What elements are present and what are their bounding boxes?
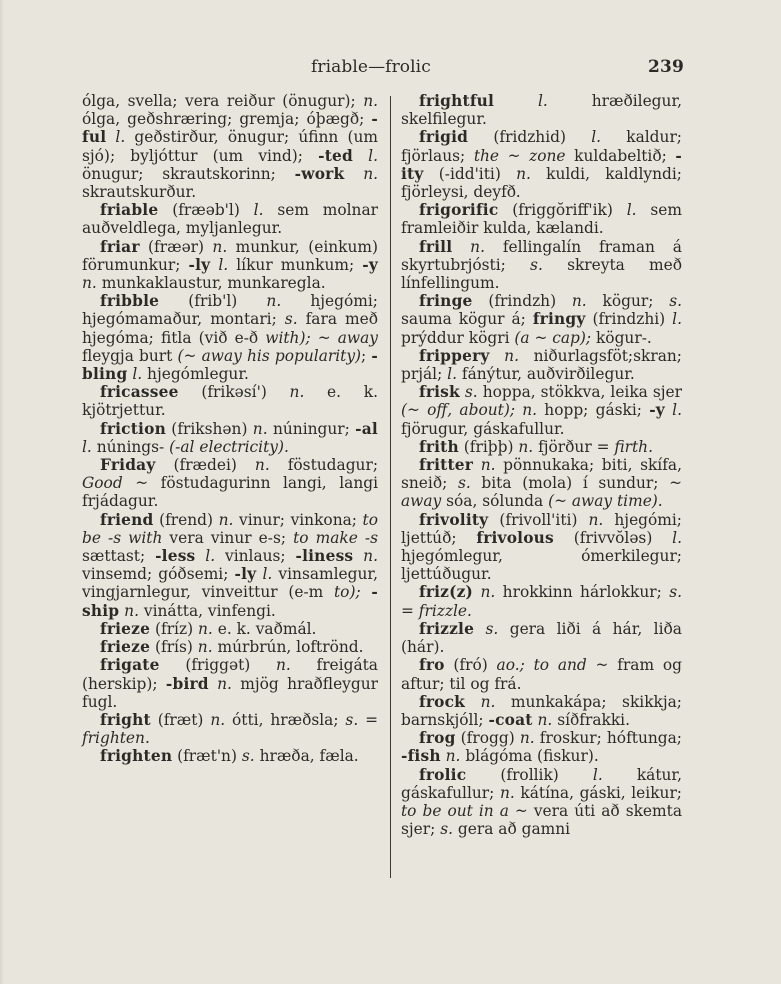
headword: -less: [155, 547, 196, 566]
headword: -work: [294, 164, 345, 183]
definition-text: fjörugur, gáskafullur.: [401, 419, 565, 438]
italic-text: the ~ zone: [473, 146, 566, 165]
entry-continuation: [82, 92, 378, 201]
definition-text: (frædei): [155, 456, 255, 475]
definition-text: líkur munkum;: [228, 255, 363, 274]
headword: -fish: [401, 747, 441, 766]
headword: -bird: [165, 674, 209, 693]
definition-text: mjög hraðfleygur fugl.: [82, 674, 378, 711]
headword: fright: [100, 710, 151, 729]
italic-text: l.: [591, 128, 602, 147]
definition-text: fara með hjegóma; fitla (við e-ð: [82, 310, 378, 347]
definition-text: hjegómlegur, ómerkilegur; ljettúðugur.: [401, 547, 682, 584]
definition-text: vinlaus;: [215, 547, 296, 566]
definition-text: núnings-: [91, 437, 170, 456]
definition-text: múrbrún, loftrönd.: [212, 638, 364, 657]
definition-text: hrokkinn hárlokkur;: [495, 583, 670, 602]
italic-text: l.: [672, 401, 682, 420]
definition-text: önugur; skrautskorinn;: [82, 164, 295, 183]
definition-text: [490, 347, 505, 365]
italic-text: (a ~ cap);: [514, 328, 592, 347]
headword: frivolity: [419, 510, 489, 529]
italic-text: (~ away his popularity): [177, 346, 362, 365]
definition-text: [452, 238, 470, 256]
definition-text: fleygja burt: [82, 346, 178, 365]
dictionary-entry: [401, 383, 682, 438]
definition-text: (fræəb'l): [158, 201, 254, 220]
italic-text: n.: [124, 601, 139, 620]
dictionary-entry: [401, 456, 682, 511]
italic-text: n.: [537, 710, 553, 729]
italic-text: with); ~ away: [265, 328, 378, 347]
dictionary-entry: [401, 693, 682, 729]
italic-text: n.: [266, 292, 282, 311]
dictionary-entry: [82, 420, 378, 456]
headword: frighten: [100, 747, 173, 766]
dictionary-entry: [401, 438, 682, 456]
italic-text: to);: [334, 583, 361, 602]
italic-text: n.: [519, 729, 535, 748]
definition-text: kuldi, kaldlyndi; fjörleysi, deyfð.: [401, 164, 682, 202]
dictionary-entry: [82, 711, 378, 747]
definition-text: (frollik): [466, 765, 593, 784]
definition-text: niðurlagsföt;skran; prjál;: [401, 346, 682, 384]
italic-text: s. = frizzle.: [401, 583, 682, 620]
italic-text: s.: [464, 383, 478, 402]
definition-text: sóa, sólunda: [441, 492, 549, 511]
italic-text: to be -s with: [82, 510, 378, 547]
definition-text: ótti, hræðsla;: [225, 710, 346, 729]
dictionary-entry: [82, 620, 378, 638]
definition-text: vera úti að skemta sjer;: [401, 801, 682, 839]
headword: -coat: [488, 710, 533, 729]
definition-text: vinsamlegur, vingjarnlegur, vinveittur (e-m: [82, 565, 378, 602]
italic-text: ~ away: [401, 474, 682, 511]
definition-text: geðstirður, önugur; úfinn (um sjó); byljóttur (um vind);: [82, 128, 378, 165]
italic-text: n.: [363, 164, 378, 183]
italic-text: n.: [210, 710, 226, 729]
definition-text: gera liði á hár, liða (hár).: [401, 619, 682, 657]
italic-text: s.: [241, 747, 255, 766]
definition-text: [353, 547, 363, 565]
italic-text: n.: [363, 547, 378, 566]
dictionary-entry: [401, 292, 682, 347]
dictionary-entry: [82, 456, 378, 511]
definition-text: ólga, svella; vera reiður (önugur);: [82, 92, 364, 110]
italic-text: n.: [212, 237, 228, 256]
definition-text: kátína, gáski, leikur;: [514, 783, 682, 802]
dictionary-entry: [82, 292, 378, 383]
definition-text: munkur, (einkum) förumunkur;: [82, 237, 378, 274]
headword: friction: [100, 419, 166, 438]
definition-text: vinsemd; góðsemi;: [82, 565, 235, 584]
definition-text: blágóma (fiskur).: [460, 747, 599, 766]
definition-text: (-idd'iti): [423, 164, 517, 183]
headword: -ful: [82, 110, 378, 147]
dictionary-entry: [401, 92, 682, 128]
definition-text: fellingalín framan á skyrtubrjósti;: [401, 237, 682, 274]
definition-text: sættast;: [82, 547, 156, 566]
italic-text: s.: [530, 255, 543, 274]
headword: frieze: [100, 619, 151, 638]
headword: -y: [649, 401, 665, 420]
italic-text: n.: [218, 510, 234, 529]
dictionary-entry: [82, 747, 378, 765]
definition-text: freigáta (herskip);: [82, 656, 378, 693]
definition-text: [473, 456, 481, 474]
italic-text: n.: [470, 237, 485, 256]
italic-text: n.: [445, 747, 461, 766]
definition-text: (frindzhi): [585, 310, 673, 329]
definition-text: (frivvŏləs): [553, 528, 673, 547]
italic-text: l.: [82, 437, 92, 456]
definition-text: (friggət): [159, 656, 276, 675]
definition-text: vinur; vinkona;: [233, 510, 363, 529]
definition-text: föstudagurinn langi, langi frjádagur.: [82, 474, 378, 511]
definition-text: fram og aftur; til og frá.: [401, 656, 682, 693]
italic-text: s.: [457, 474, 471, 493]
page-edge: [0, 0, 4, 984]
italic-text: l.: [218, 255, 229, 274]
headword: -ted: [318, 146, 353, 165]
definition-text: [195, 547, 205, 565]
italic-text: s.: [669, 292, 682, 311]
definition-text: [209, 675, 217, 693]
definition-text: e. k. vaðmál.: [212, 619, 317, 638]
definition-text: (frikəsí'): [178, 383, 290, 402]
definition-text: hjegómlegur.: [142, 365, 249, 384]
definition-text: [494, 92, 538, 110]
italic-text: l.: [115, 128, 126, 147]
definition-text: vinátta, vinfengi.: [138, 601, 276, 620]
running-head-title: friable—frolic: [311, 57, 431, 77]
headword: frigid: [419, 128, 469, 147]
definition-text: fánýtur, auðvirðilegur.: [457, 365, 635, 384]
italic-text: s.: [440, 820, 454, 839]
definition-text: (fríz): [150, 619, 198, 638]
headword: -ly: [188, 255, 211, 274]
definition-text: (frikshən): [165, 419, 253, 438]
dictionary-entry: [401, 583, 682, 619]
definition-text: hoppa, stökkva, leika sjer: [477, 383, 682, 402]
dictionary-entry: [82, 638, 378, 656]
dictionary-entry: [82, 383, 378, 419]
dictionary-entry: [82, 238, 378, 293]
italic-text: s.: [485, 619, 499, 638]
italic-text: l.: [672, 310, 682, 329]
italic-text: n.: [217, 674, 232, 693]
italic-text: n.: [252, 419, 268, 438]
italic-text: n.: [522, 401, 538, 420]
dictionary-entry: [82, 656, 378, 711]
italic-text: l.: [132, 365, 143, 384]
headword: frock: [419, 692, 466, 711]
dictionary-entry: [401, 766, 682, 839]
headword: -ly: [234, 565, 257, 584]
headword: -y: [362, 255, 378, 274]
italic-text: n.: [82, 274, 97, 293]
headword: -liness: [295, 547, 354, 566]
headword: -ity: [401, 146, 683, 183]
italic-text: l.: [262, 565, 273, 584]
dictionary-entry: [82, 201, 378, 237]
italic-text: to be out in a ~: [401, 801, 528, 820]
definition-text: hræðilegur, skelfilegur.: [401, 92, 682, 129]
definition-text: vera vinur e-s;: [162, 528, 294, 547]
italic-text: n.: [289, 383, 305, 402]
definition-text: kögur;: [586, 292, 670, 311]
definition-text: (frogg): [455, 729, 520, 748]
headword: -al: [355, 419, 378, 438]
italic-text: ao.; to and ~: [496, 656, 609, 675]
italic-text: n.: [254, 456, 270, 475]
definition-text: hopp; gáski;: [537, 401, 650, 420]
dictionary-entry: [401, 729, 682, 765]
headword: friable: [100, 201, 159, 220]
definition-text: núningur;: [267, 419, 356, 438]
definition-text: prýddur kögri: [401, 328, 515, 347]
definition-text: kögur-.: [591, 328, 652, 347]
italic-text: n.: [197, 638, 213, 657]
definition-text: (frivoll'iti): [488, 510, 589, 529]
headword: friar: [100, 237, 140, 256]
headword: frolic: [419, 765, 467, 784]
definition-text: (fræt'n): [172, 747, 242, 766]
italic-text: l.: [253, 201, 264, 220]
definition-text: skrautskurður.: [82, 183, 197, 202]
definition-text: kuldabeltið;: [565, 146, 676, 165]
definition-text: [361, 583, 372, 601]
italic-text: n.: [198, 619, 213, 638]
italic-text: n.: [516, 164, 531, 183]
headword: frigorific: [419, 201, 499, 220]
italic-text: (~ away time).: [548, 492, 663, 511]
dictionary-entry: [401, 201, 682, 237]
definition-text: (friggŏriff'ik): [498, 201, 627, 220]
headword: frieze: [100, 638, 151, 657]
italic-text: n.: [518, 437, 534, 456]
definition-text: föstudagur;: [269, 456, 379, 475]
headword: fricassee: [100, 383, 179, 402]
italic-text: n.: [480, 583, 496, 602]
italic-text: l.: [205, 547, 216, 566]
italic-text: (~ off, about);: [401, 401, 516, 420]
definition-text: (friþþ): [458, 437, 519, 456]
definition-text: (frend): [153, 510, 219, 529]
definition-text: gera að gamni: [453, 820, 571, 839]
column-rule: [390, 96, 391, 878]
italic-text: n.: [504, 346, 519, 365]
definition-text: (fræt): [150, 710, 211, 729]
italic-text: to make -s: [293, 528, 378, 547]
dictionary-entry: [401, 238, 682, 293]
italic-text: l.: [368, 146, 378, 165]
definition-text: [344, 165, 363, 183]
italic-text: n.: [480, 456, 496, 475]
definition-text: bita (mola) í sundur;: [470, 474, 670, 493]
headword: fro: [419, 656, 445, 675]
headword: frill: [419, 237, 453, 256]
headword: fringe: [419, 292, 473, 311]
dictionary-entry: [401, 347, 682, 383]
italic-text: l.: [592, 765, 603, 784]
italic-text: Good ~: [82, 474, 149, 493]
definition-text: (frís): [150, 638, 198, 657]
headword: fribble: [100, 292, 160, 311]
definition-text: munkaklaustur, munkaregla.: [96, 274, 326, 293]
definition-text: (frindzh): [472, 292, 572, 311]
italic-text: n.: [588, 510, 604, 529]
definition-text: sem framleiðir kulda, kælandi.: [401, 201, 682, 238]
italic-text: l.: [672, 528, 682, 547]
headword: -bling: [82, 346, 378, 384]
definition-text: síðfrakki.: [552, 710, 630, 729]
headword: fritter: [419, 456, 474, 475]
headword: frivolous: [476, 528, 554, 547]
italic-text: l.: [447, 365, 457, 384]
dictionary-entry: [401, 511, 682, 584]
definition-text: froskur; hóftunga;: [534, 729, 682, 748]
definition-text: ;: [361, 346, 372, 365]
definition-text: kátur, gáskafullur;: [401, 765, 682, 802]
headword: frisk: [419, 383, 460, 402]
left-column: [82, 92, 378, 766]
definition-text: (fró): [444, 656, 497, 675]
italic-text: s. = frighten.: [82, 710, 378, 748]
definition-text: fjörður =: [533, 437, 615, 456]
italic-text: firth.: [614, 437, 653, 456]
italic-text: (-al electricity).: [169, 437, 289, 456]
definition-text: ólga, geðshræring; gremja; óþægð;: [82, 110, 372, 129]
definition-text: (fræər): [139, 237, 213, 256]
page-number: 239: [648, 57, 685, 77]
italic-text: n.: [571, 292, 587, 311]
definition-text: (frib'l): [159, 292, 267, 311]
definition-text: sem molnar auðveldlega, myljanlegur.: [82, 201, 378, 238]
definition-text: [353, 147, 368, 165]
definition-text: hjegómi; hjegómamaður, montari;: [82, 292, 378, 329]
definition-text: [465, 693, 481, 711]
definition-text: [474, 620, 485, 638]
headword: fringy: [532, 310, 586, 329]
headword: Friday: [100, 456, 156, 475]
definition-text: munkakápa; skikkja; barnskjóll;: [401, 692, 682, 729]
definition-text: skreyta með línfellingum.: [401, 255, 682, 293]
italic-text: l.: [626, 201, 637, 220]
italic-text: l.: [538, 92, 548, 110]
italic-text: n.: [499, 783, 515, 802]
definition-text: sauma kögur á;: [401, 310, 533, 329]
definition-text: e. k. kjötrjettur.: [82, 383, 378, 420]
italic-text: n.: [276, 656, 291, 675]
definition-text: hræða, fæla.: [254, 747, 359, 766]
dictionary-entry: [401, 620, 682, 656]
right-column: [401, 92, 682, 838]
running-head: [0, 57, 781, 81]
headword: frippery: [419, 346, 490, 365]
italic-text: s.: [284, 310, 298, 329]
headword: -ship: [82, 583, 378, 620]
headword: friend: [100, 510, 154, 529]
italic-text: n.: [480, 692, 496, 711]
headword: frith: [419, 437, 459, 456]
italic-text: n.: [363, 92, 378, 110]
headword: frizzle: [419, 619, 475, 638]
headword: frigate: [100, 656, 160, 675]
definition-text: (fridzhid): [468, 128, 592, 147]
definition-text: hjegómi; ljettúð;: [401, 510, 682, 547]
dictionary-entry: [401, 656, 682, 692]
definition-text: pönnukaka; biti, skífa, sneið;: [401, 456, 682, 493]
headword: frog: [419, 729, 456, 748]
dictionary-entry: [82, 511, 378, 620]
headword: frightful: [419, 92, 495, 110]
dictionary-entry: [401, 128, 682, 201]
definition-text: kaldur; fjörlaus;: [401, 128, 682, 165]
headword: friz(z): [419, 583, 474, 602]
